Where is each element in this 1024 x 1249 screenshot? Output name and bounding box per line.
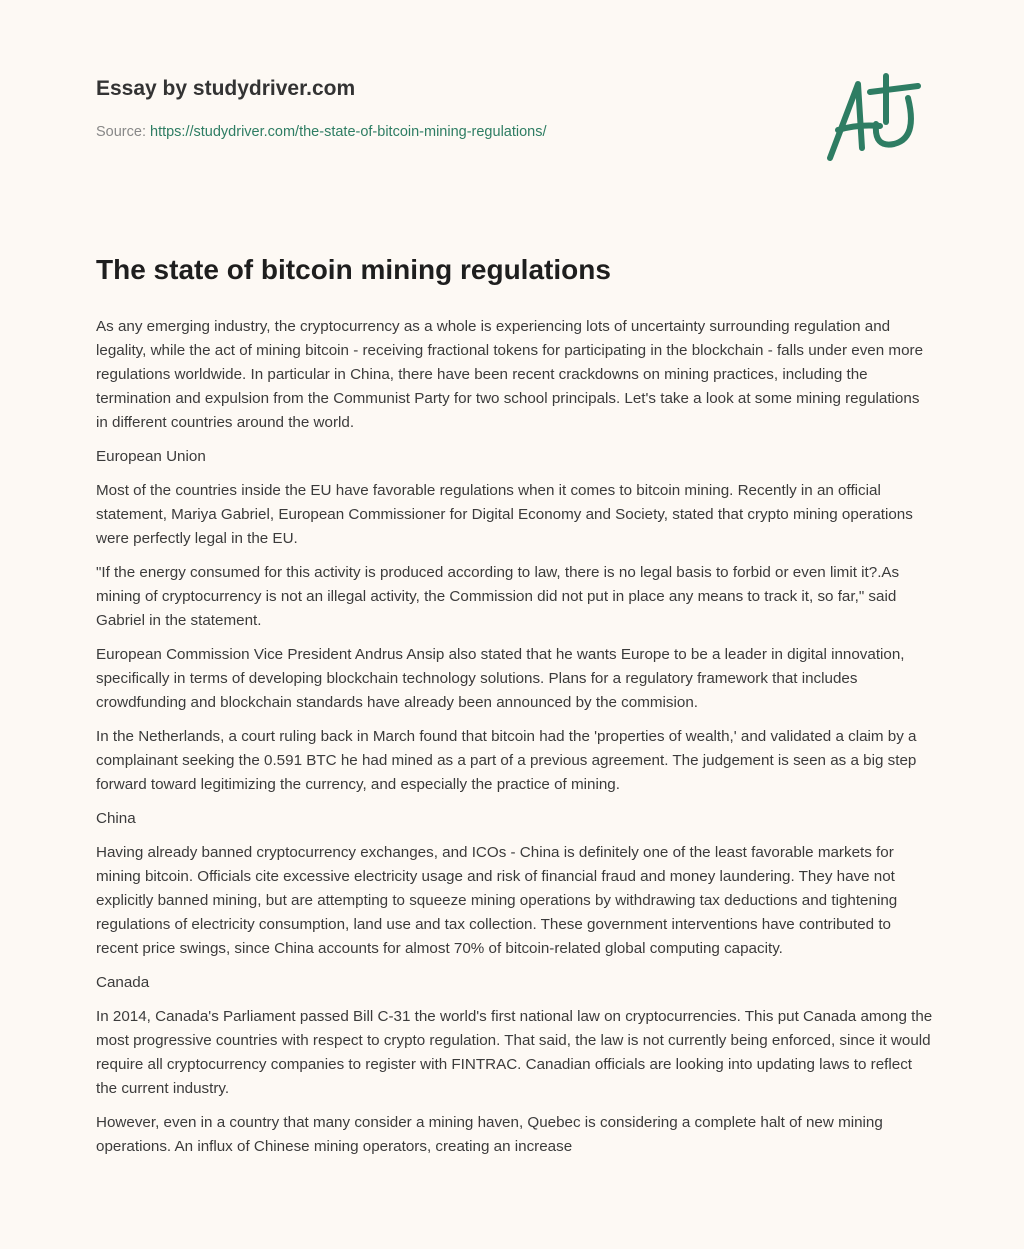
- essay-body: [96, 315, 934, 1169]
- paragraph: However, even in a country that many consider a mining haven, Quebec is considering a complete halt of new mining operations. An influx of Chinese mining operators, creating an increase: [96, 1114, 883, 1155]
- paragraph: Having already banned cryptocurrency exchanges, and ICOs - China is definitely one of the least favorable markets for mining bitcoin. Officials cite excessive electricity usage and risk of financial fraud and money laundering. They have not explicitly banned mining, but are attempting to squeeze mining operations by withdrawing tax deductions and tightening regulations of electricity consumption, land use and tax collection. These government interventions have contributed to recent price swings, since China accounts for almost 70% of bitcoin-related global computing capacity.: [96, 844, 898, 957]
- paragraph: In 2014, Canada's Parliament passed Bill C-31 the world's first national law on cryptocurrencies. This put Canada among the most progressive countries with respect to crypto regulation. That said, the law is not currently being enforced, since it would require all cryptocurrency companies to register with FINTRAC. Canadian officials are looking into updating laws to reflect the current industry.: [96, 1008, 933, 1097]
- a-plus-logo-icon: [818, 68, 928, 168]
- paragraph: Most of the countries inside the EU have favorable regulations when it comes to bitcoin mining. Recently in an official statement, Mariya Gabriel, European Commissioner for Digital Economy and Society, stated that crypto mining operations were perfectly legal in the EU.: [96, 482, 913, 547]
- paragraph: European Commission Vice President Andrus Ansip also stated that he wants Europe to be a leader in digital innovation, specifically in terms of developing blockchain technology solutions. Plans for a regulatory framework that includes crowdfunding and blockchain standards have already been announced by the commision.: [96, 646, 905, 711]
- section-heading: China: [96, 810, 136, 827]
- source-label: Source:: [96, 124, 150, 140]
- paragraph: "If the energy consumed for this activity is produced according to law, there is no legal basis to forbid or even limit it?.As mining of cryptocurrency is not an illegal activity, the Commission did not put in place any means to track it, so far," said Gabriel in the statement.: [96, 564, 900, 629]
- source-link[interactable]: https://studydriver.com/the-state-of-bitcoin-mining-regulations/: [150, 124, 547, 140]
- section-heading: European Union: [96, 448, 206, 465]
- paragraph: As any emerging industry, the cryptocurrency as a whole is experiencing lots of uncertainty surrounding regulation and legality, while the act of mining bitcoin - receiving fractional tokens for participating in the blockchain - falls under even more regulations worldwide. In particular in China, there have been recent crackdowns on mining practices, including the termination and expulsion from the Communist Party for two school principals. Let's take a look at some mining regulations in different countries around the world.: [96, 318, 924, 431]
- page-title: The state of bitcoin mining regulations: [96, 254, 611, 285]
- site-brand: Essay by studydriver.com: [96, 77, 356, 100]
- section-heading: Canada: [96, 974, 150, 991]
- paragraph: In the Netherlands, a court ruling back in March found that bitcoin had the 'properties of wealth,' and validated a claim by a complainant seeking the 0.591 BTC he had mined as a part of a previous agreement. The judgement is seen as a big step forward toward legitimizing the currency, and especially the practice of mining.: [96, 728, 917, 793]
- source-line: [96, 124, 547, 140]
